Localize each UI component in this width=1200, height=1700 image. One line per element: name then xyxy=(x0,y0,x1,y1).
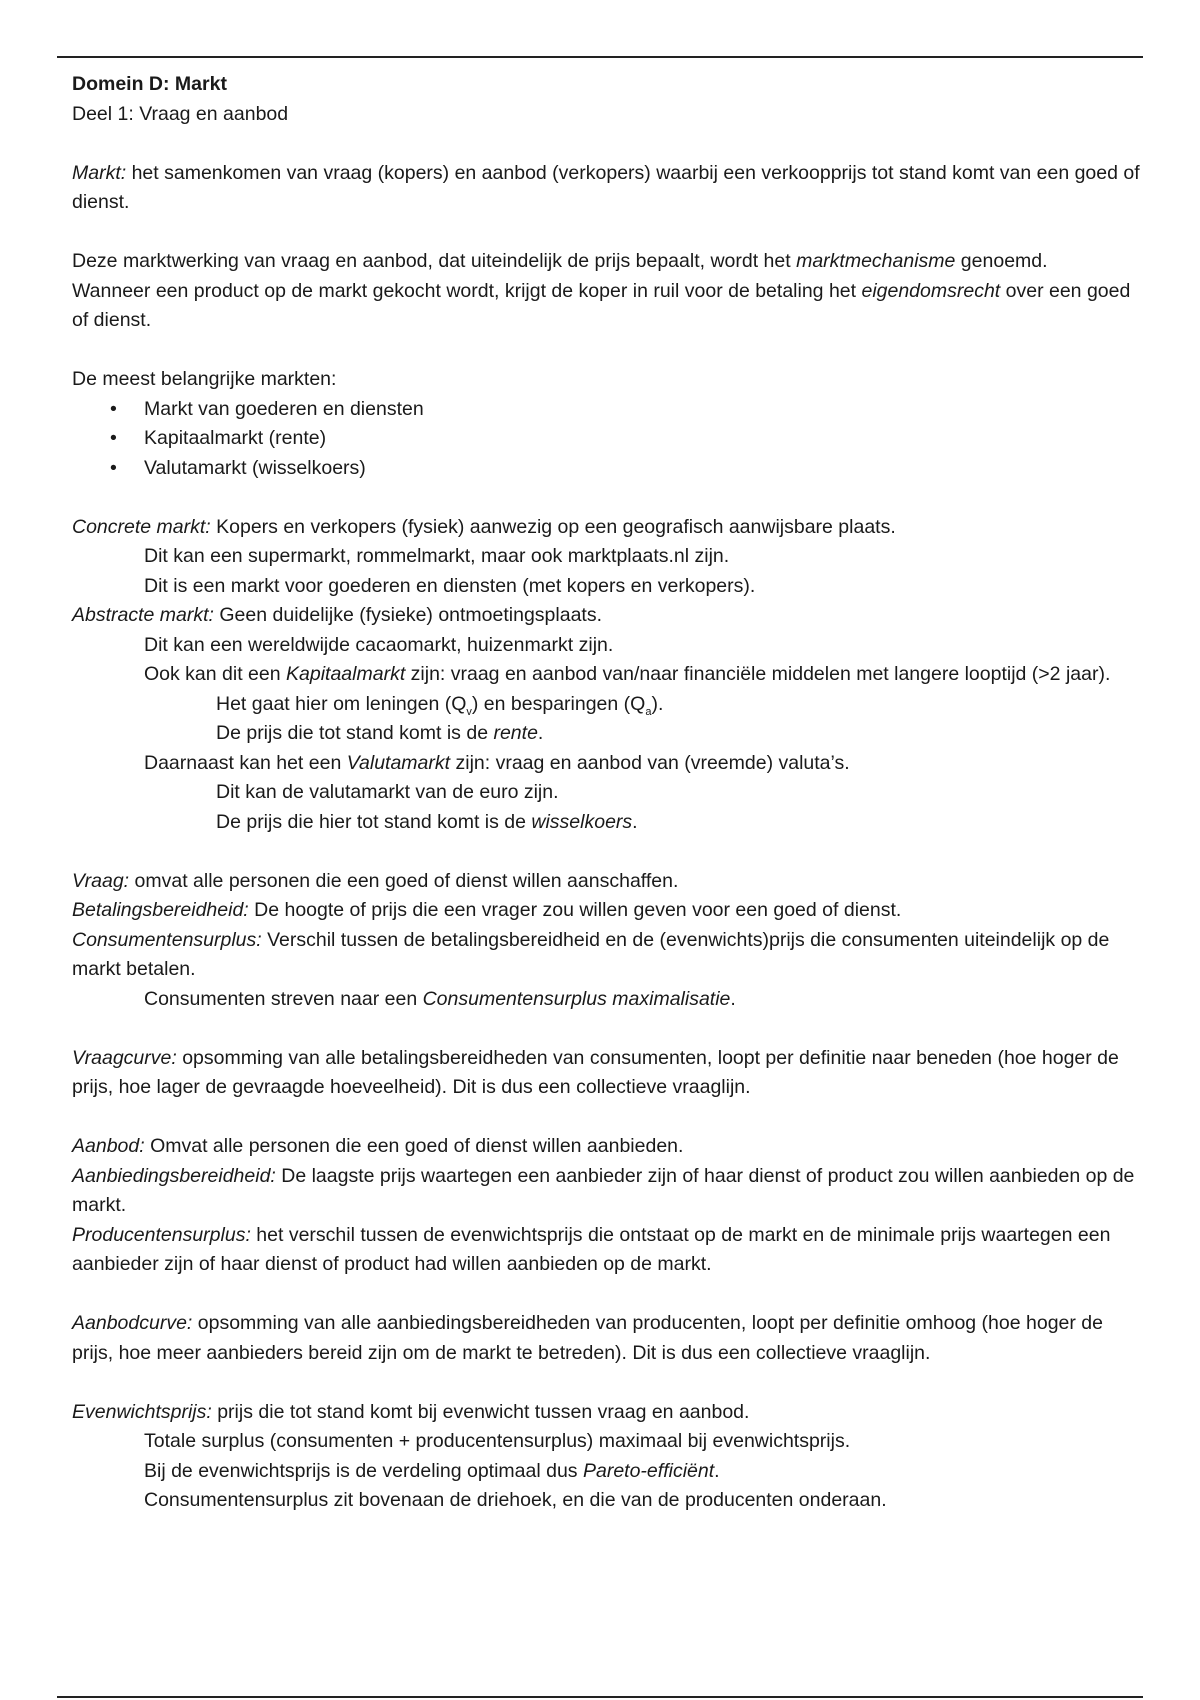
driehoek-line: Consumentensurplus zit bovenaan de driehoek, en die van de producenten onderaan. xyxy=(144,1489,887,1511)
term-abstracte-markt: Abstracte markt: xyxy=(72,604,214,626)
markets-list xyxy=(72,395,1142,484)
consumentensurplus-definition: Consumentensurplus: Verschil tussen de betalingsbereidheid en de (evenwichts)prijs die consumenten uiteindelijk op de markt betalen. xyxy=(72,928,1110,980)
totale-surplus-line: Totale surplus (consumenten + producentensurplus) maximaal bij evenwichtsprijs. xyxy=(144,1430,851,1452)
list-item: • Valutamarkt (wisselkoers) xyxy=(72,454,1142,484)
term-aanbod: Aanbod: xyxy=(72,1135,145,1157)
markt-definition: Markt: het samenkomen van vraag (kopers) en aanbod (verkopers) waarbij een verkoopprijs tot stand komt van een goed of dienst. xyxy=(72,161,1140,213)
term-aanbiedingsbereidheid: Aanbiedingsbereidheid: xyxy=(72,1164,276,1187)
list-item: • Markt van goederen en diensten xyxy=(72,395,1142,425)
term-vraagcurve: Vraagcurve: xyxy=(72,1046,177,1069)
abstracte-markt-example: Dit kan een wereldwijde cacaomarkt, huizenmarkt zijn. xyxy=(144,633,614,656)
aanbod-definition: Aanbod: Omvat alle personen die een goed of dienst willen aanbieden. xyxy=(72,1135,684,1157)
marktmechanisme-paragraph: Deze marktwerking van vraag en aanbod, dat uiteindelijk de prijs bepaalt, wordt het marktmechanisme genoemd. xyxy=(72,250,1048,272)
leningen-line: Het gaat hier om leningen $(Q_v)$ en besparingen $(Q_a)$. xyxy=(216,692,664,718)
term-concrete-markt: Concrete markt: xyxy=(72,515,211,538)
term-producentensurplus: Producentensurplus: xyxy=(72,1223,251,1246)
abstracte-markt-definition: Abstracte markt: Geen duidelijke (fysieke) ontmoetingsplaats. xyxy=(72,604,603,626)
aanbiedingsbereidheid-definition: Aanbiedingsbereidheid: De laagste prijs waartegen een aanbieder zijn of haar dienst of product zou willen aanbieden op de markt. xyxy=(72,1164,1135,1216)
concrete-markt-example-2: Dit is een markt voor goederen en diensten (met kopers en verkopers). xyxy=(144,574,756,597)
top-rule xyxy=(57,56,1143,58)
term-marktmechanisme: marktmechanisme xyxy=(796,250,956,272)
surplus-maximalisatie-line: Consumenten streven naar een Consumentensurplus maximalisatie. xyxy=(144,987,736,1010)
term-wisselkoers: wisselkoers xyxy=(531,810,633,833)
aanbodcurve-definition: Aanbodcurve: opsomming van alle aanbiedingsbereidheden van producenten, loopt per definitie omhoog (hoe hoger de prijs, hoe meer aanbieders bereid zijn om de markt te betreden). Dit is dus een collectieve vraaglijn. xyxy=(72,1312,1103,1364)
rente-line: De prijs die tot stand komt is de rente. xyxy=(216,722,544,744)
vraag-definition: Vraag: omvat alle personen die een goed of dienst willen aanschaffen. xyxy=(72,869,679,892)
markets-intro: De meest belangrijke markten: xyxy=(72,368,337,390)
term-betalingsbereidheid: Betalingsbereidheid: xyxy=(72,899,249,921)
term-markt: Markt: xyxy=(72,161,127,184)
document-page xyxy=(72,70,1142,1516)
concrete-markt-example-1: Dit kan een supermarkt, rommelmarkt, maar ook marktplaats.nl zijn. xyxy=(144,545,730,567)
vraagcurve-definition: Vraagcurve: opsomming van alle betalingsbereidheden van consumenten, loopt per definitie naar beneden (hoe hoger de prijs, hoe lager de gevraagde hoeveelheid). Dit is dus een collectieve vraaglijn. xyxy=(72,1046,1119,1098)
term-consumentensurplus-maximalisatie: Consumentensurplus maximalisatie xyxy=(422,987,731,1010)
betalingsbereidheid-definition: Betalingsbereidheid: De hoogte of prijs die een vrager zou willen geven voor een goed of dienst. xyxy=(72,899,902,921)
euro-line: Dit kan de valutamarkt van de euro zijn. xyxy=(216,781,559,803)
kapitaalmarkt-line: Ook kan dit een Kapitaalmarkt zijn: vraag en aanbod van/naar financiële middelen met langere looptijd (>2 jaar). xyxy=(144,663,1111,685)
eigendomsrecht-paragraph: Wanneer een product op de markt gekocht wordt, krijgt de koper in ruil voor de betaling het eigendomsrecht over een goed of dienst. xyxy=(72,279,1131,331)
term-vraag: Vraag: xyxy=(72,869,130,892)
page-subtitle: Deel 1: Vraag en aanbod xyxy=(72,102,289,125)
page-title: Domein D: Markt xyxy=(72,73,227,95)
term-eigendomsrecht: eigendomsrecht xyxy=(861,279,1001,302)
wisselkoers-line: De prijs die hier tot stand komt is de wisselkoers. xyxy=(216,810,638,833)
list-item: • Kapitaalmarkt (rente) xyxy=(72,424,1142,454)
term-pareto-efficient: Pareto-efficiënt xyxy=(582,1459,715,1482)
term-evenwichtsprijs: Evenwichtsprijs: xyxy=(72,1400,212,1423)
term-rente: rente xyxy=(493,722,538,744)
pareto-line: Bij de evenwichtsprijs is de verdeling optimaal dus Pareto-efficiënt. xyxy=(144,1459,720,1482)
concrete-markt-definition: Concrete markt: Kopers en verkopers (fysiek) aanwezig op een geografisch aanwijsbare plaats. xyxy=(72,515,896,538)
term-kapitaalmarkt: Kapitaalmarkt xyxy=(286,663,406,685)
evenwichtsprijs-definition: Evenwichtsprijs: prijs die tot stand komt bij evenwicht tussen vraag en aanbod. xyxy=(72,1400,750,1423)
bottom-rule xyxy=(57,1696,1143,1698)
term-consumentensurplus: Consumentensurplus: xyxy=(72,928,262,951)
term-aanbodcurve: Aanbodcurve: xyxy=(72,1312,193,1334)
term-valutamarkt: Valutamarkt xyxy=(346,751,451,774)
producentensurplus-definition: Producentensurplus: het verschil tussen de evenwichtsprijs die ontstaat op de markt en de minimale prijs waartegen een aanbieder zijn of haar dienst of product had willen aanbieden op de markt. xyxy=(72,1223,1111,1275)
valutamarkt-line: Daarnaast kan het een Valutamarkt zijn: vraag en aanbod van (vreemde) valuta’s. xyxy=(144,751,850,774)
